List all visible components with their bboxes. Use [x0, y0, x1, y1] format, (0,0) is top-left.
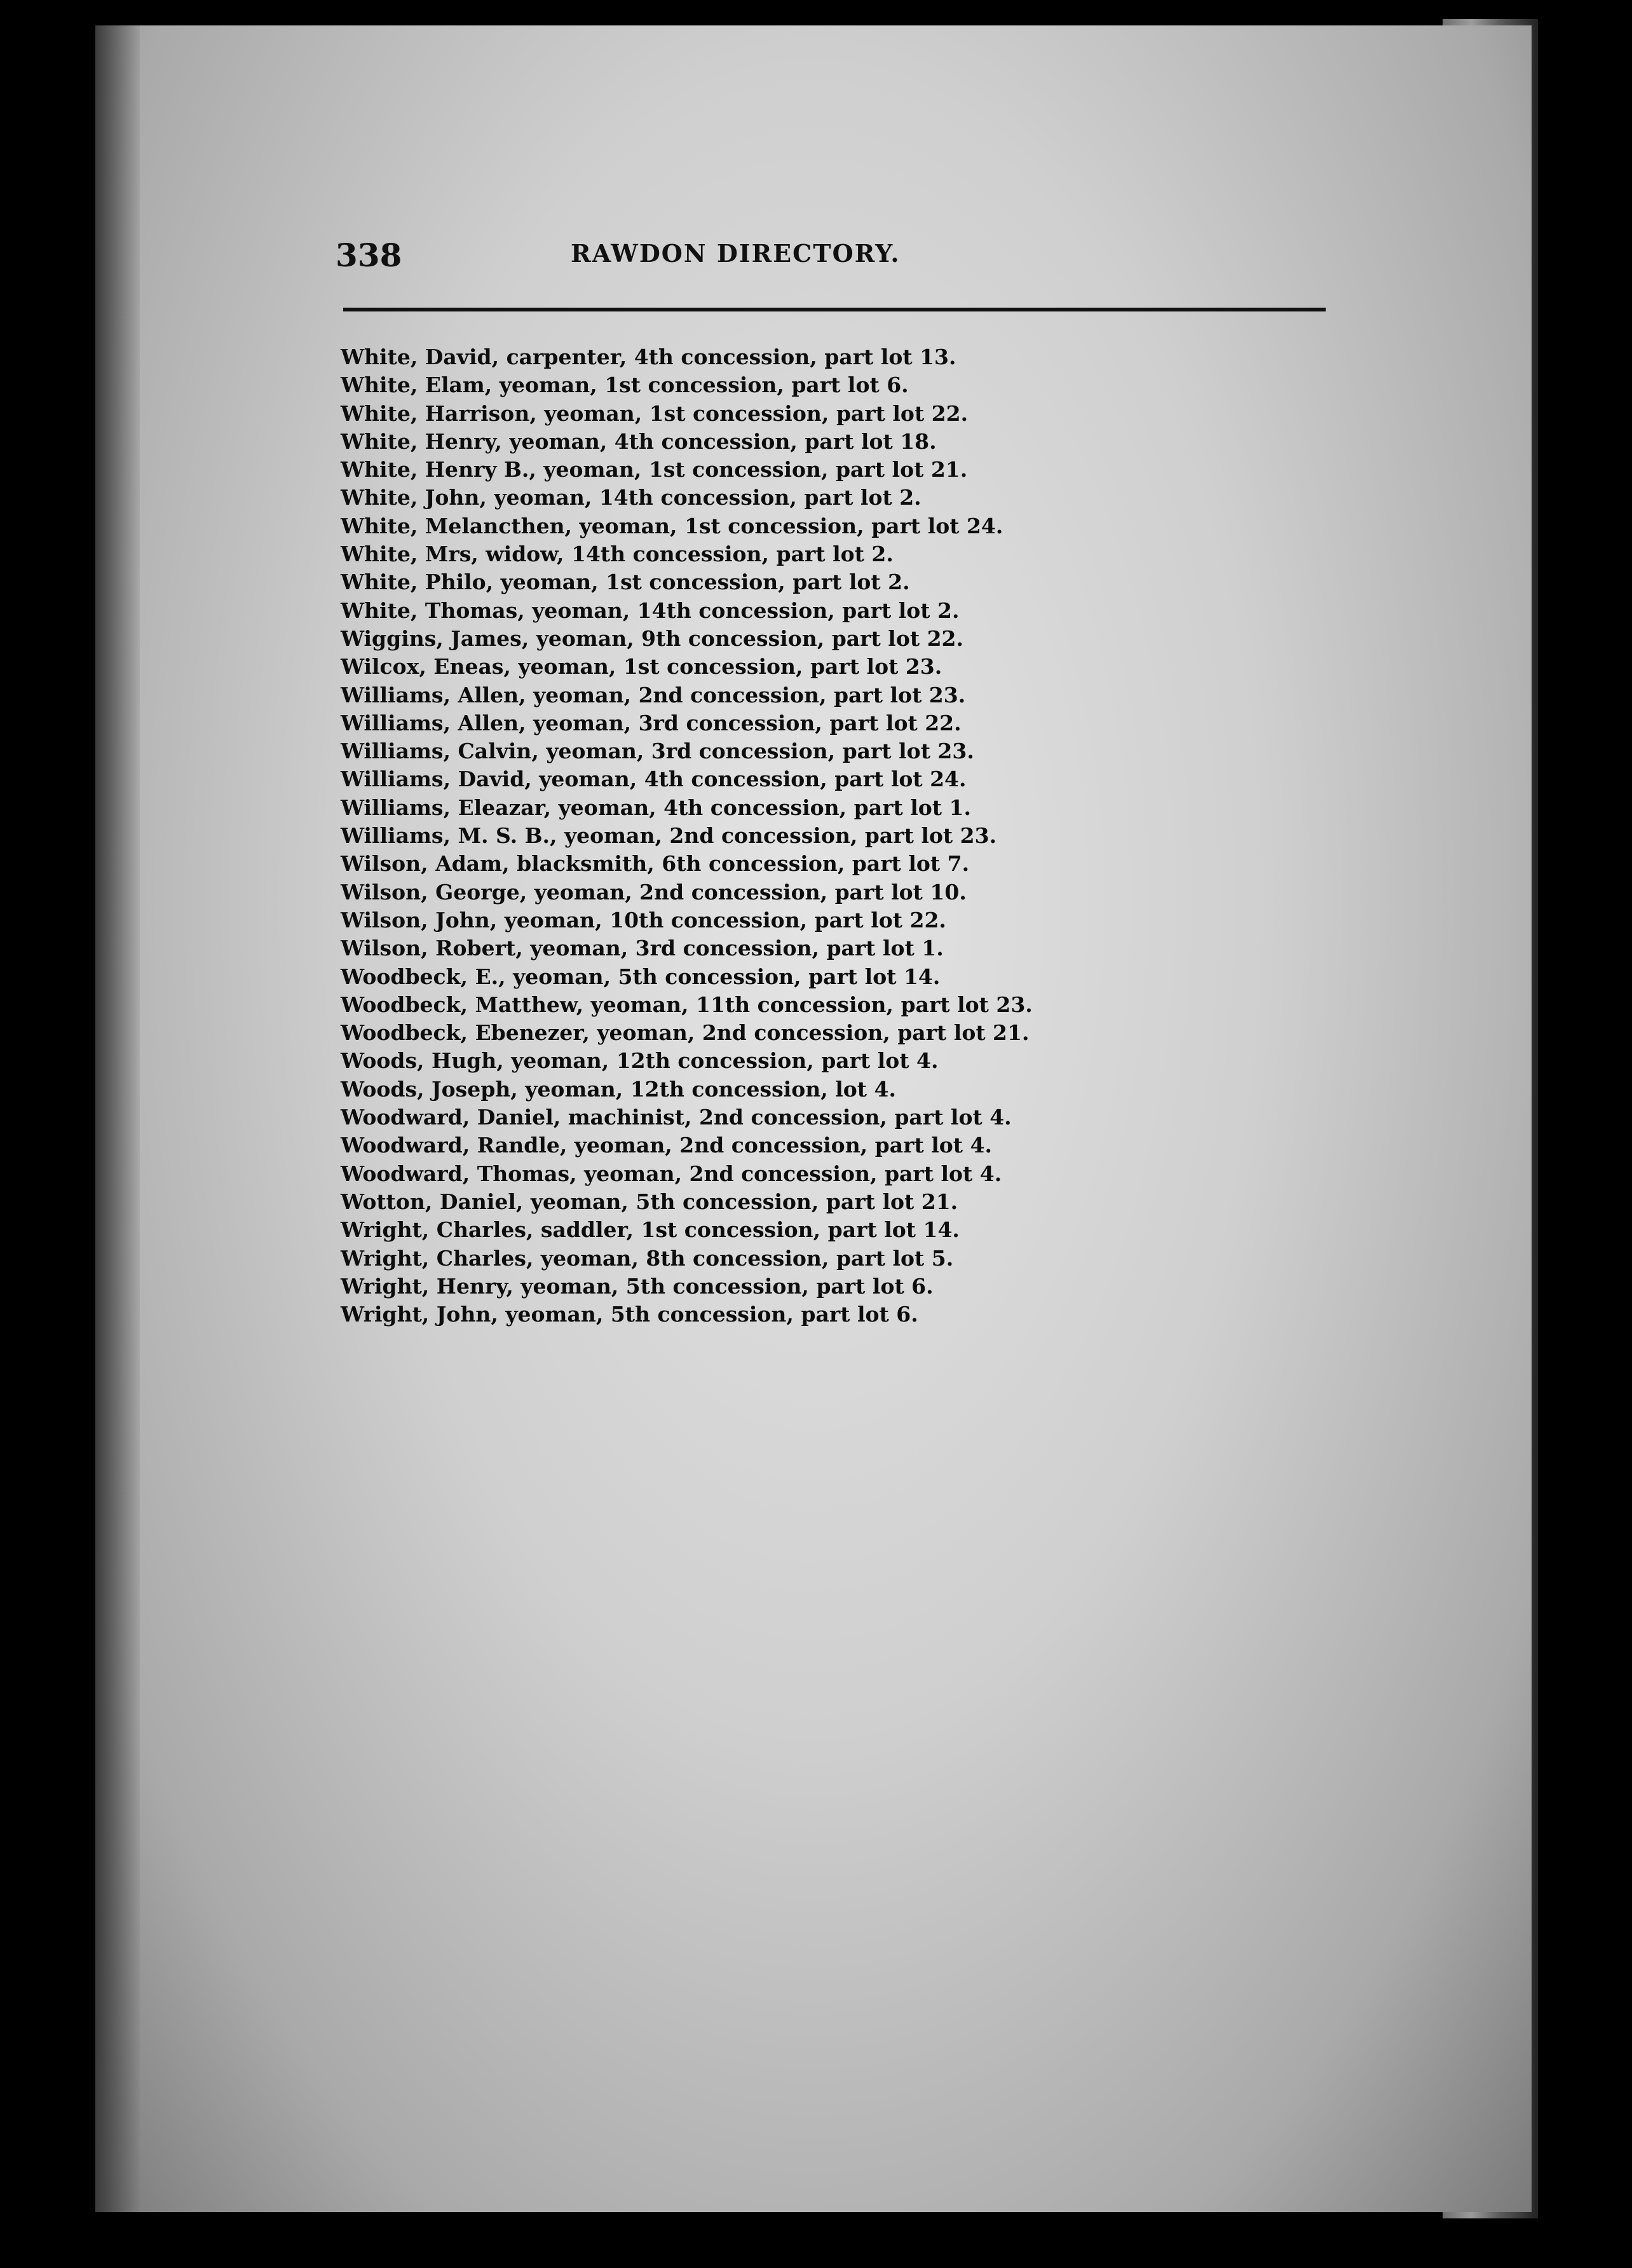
directory-entry: White, Henry B., yeoman, 1st concession, part lot 21. — [341, 457, 968, 482]
directory-entry: White, Mrs, widow, 14th concession, part lot 2. — [341, 542, 894, 567]
directory-entry: Wright, John, yeoman, 5th concession, part lot 6. — [341, 1302, 918, 1327]
directory-entry: Woodward, Randle, yeoman, 2nd concession, part lot 4. — [341, 1133, 992, 1158]
directory-entry: Wotton, Daniel, yeoman, 5th concession, part lot 21. — [341, 1189, 958, 1214]
page-header — [336, 236, 1327, 287]
page-number: 338 — [336, 236, 402, 274]
directory-entry: Wright, Charles, saddler, 1st concession, part lot 14. — [341, 1217, 960, 1243]
directory-entry: Wilcox, Eneas, yeoman, 1st concession, part lot 23. — [341, 654, 942, 680]
directory-entry: Williams, David, yeoman, 4th concession, part lot 24. — [341, 767, 967, 792]
directory-entry: Woods, Joseph, yeoman, 12th concession, lot 4. — [341, 1076, 896, 1102]
directory-entries — [341, 343, 1357, 1329]
directory-entry: Wilson, Robert, yeoman, 3rd concession, part lot 1. — [341, 936, 944, 961]
directory-entry: Woodbeck, Ebenezer, yeoman, 2nd concession, part lot 21. — [341, 1020, 1030, 1046]
directory-entry: White, David, carpenter, 4th concession, part lot 13. — [341, 345, 956, 369]
directory-entry: Woodward, Thomas, yeoman, 2nd concession, part lot 4. — [341, 1161, 1002, 1186]
directory-entry: Williams, Calvin, yeoman, 3rd concession, part lot 23. — [341, 739, 974, 764]
directory-entry: White, Harrison, yeoman, 1st concession, part lot 22. — [341, 400, 969, 426]
directory-entry: White, Thomas, yeoman, 14th concession, part lot 2. — [341, 598, 960, 623]
directory-entry: White, Henry, yeoman, 4th concession, part lot 18. — [341, 428, 937, 454]
directory-entry: Williams, Allen, yeoman, 2nd concession, part lot 23. — [341, 682, 966, 707]
directory-entry: Williams, Eleazar, yeoman, 4th concession, part lot 1. — [341, 795, 971, 820]
directory-entry: Williams, Allen, yeoman, 3rd concession, part lot 22. — [341, 710, 962, 735]
spine-shadow — [95, 25, 140, 2212]
running-title: RAWDON DIRECTORY. — [571, 239, 901, 268]
directory-entry: Woods, Hugh, yeoman, 12th concession, part lot 4. — [341, 1048, 939, 1074]
directory-entry: Wilson, John, yeoman, 10th concession, part lot 22. — [341, 907, 946, 932]
directory-entry: Wiggins, James, yeoman, 9th concession, part lot 22. — [341, 625, 963, 651]
directory-entry: Williams, M. S. B., yeoman, 2nd concession, part lot 23. — [341, 823, 997, 849]
directory-entry: White, Melancthen, yeoman, 1st concession, part lot 24. — [341, 513, 1003, 538]
directory-entry: Wright, Henry, yeoman, 5th concession, part lot 6. — [341, 1273, 934, 1299]
directory-entry: White, Elam, yeoman, 1st concession, part lot 6. — [341, 372, 909, 398]
header-rule — [343, 308, 1326, 311]
directory-entry: Woodbeck, Matthew, yeoman, 11th concession, part lot 23. — [341, 992, 1033, 1017]
directory-entry: Woodward, Daniel, machinist, 2nd concession, part lot 4. — [341, 1105, 1012, 1130]
directory-entry: Woodbeck, E., yeoman, 5th concession, part lot 14. — [341, 964, 941, 989]
directory-entry: Wilson, George, yeoman, 2nd concession, part lot 10. — [341, 879, 967, 905]
directory-entry: Wright, Charles, yeoman, 8th concession, part lot 5. — [341, 1245, 954, 1271]
directory-entry: White, Philo, yeoman, 1st concession, part lot 2. — [341, 570, 910, 595]
directory-entry: White, John, yeoman, 14th concession, part lot 2. — [341, 485, 921, 510]
directory-entry: Wilson, Adam, blacksmith, 6th concession, part lot 7. — [341, 851, 970, 877]
